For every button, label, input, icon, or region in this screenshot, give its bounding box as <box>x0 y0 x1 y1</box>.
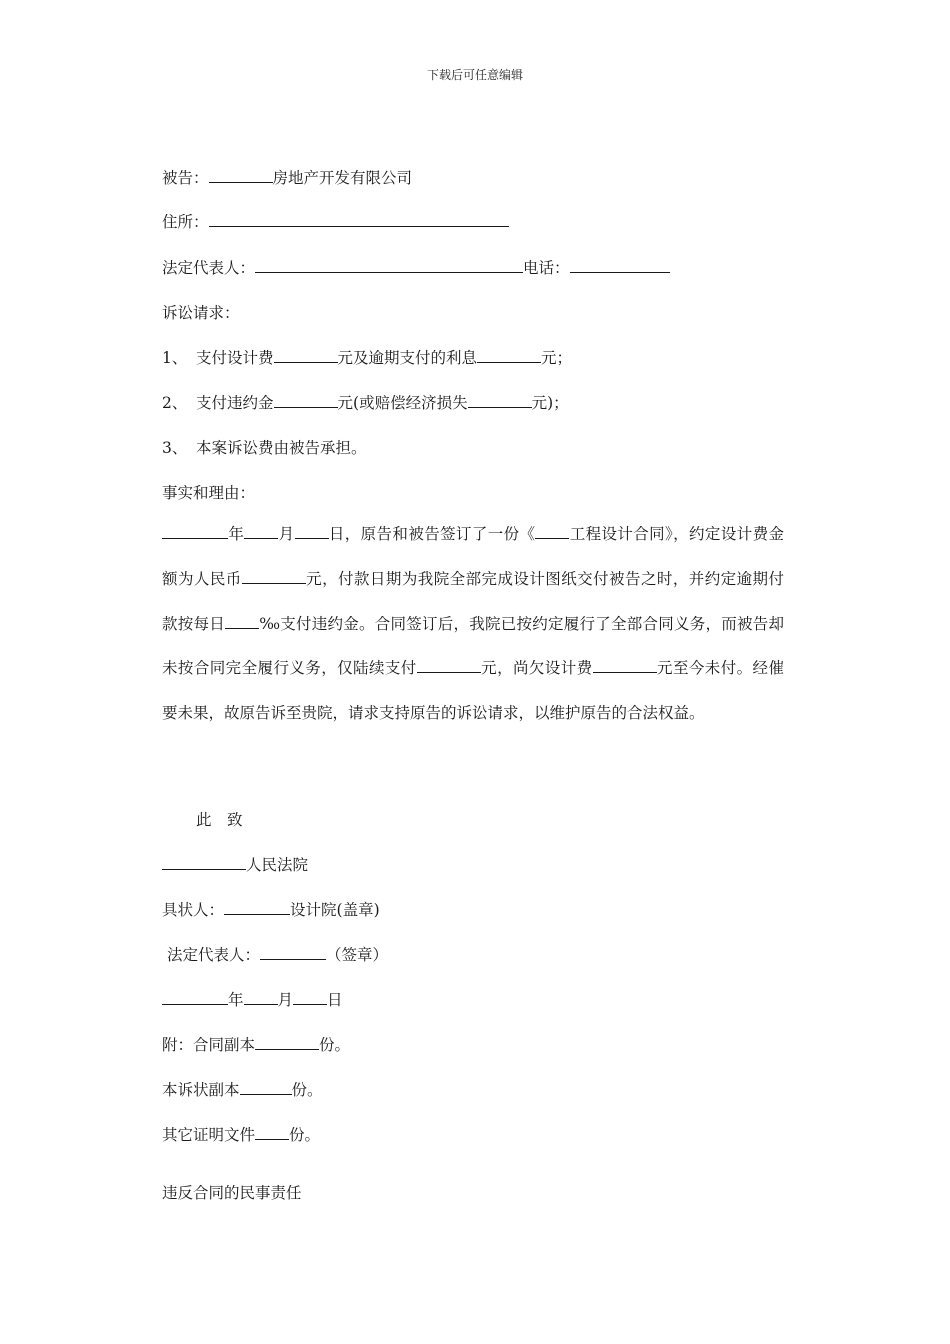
facts-text: 元至今未付。经催要未果，故原告诉至贵院，请求支持原告的诉讼请求，以维护原告的合法权益。 <box>162 659 784 723</box>
facts-text: 元，尚欠设计费 <box>480 659 593 678</box>
blank <box>570 258 670 273</box>
attachment-text: 附：合同副本 <box>162 1036 256 1054</box>
blank <box>244 524 278 539</box>
blank <box>242 569 306 584</box>
plaintiff-suffix: 设计院(盖章) <box>290 901 380 919</box>
signer-suffix: （签章） <box>326 946 389 964</box>
facts-text: 工程设计合同》，约定设计费金额为人民币 <box>162 525 784 588</box>
facts-text: 元，付款日期为我院全部完成设计图纸交付被告之时，并约定逾期付款按每日 <box>162 569 784 633</box>
attachment-text: 份。 <box>289 1126 321 1144</box>
claim-number: 3、 <box>162 439 188 457</box>
blank <box>162 524 228 539</box>
blank <box>209 168 273 183</box>
claim-number: 1、 <box>162 349 188 367</box>
claim-2 <box>162 392 569 414</box>
claim-text: 支付违约金 <box>196 394 274 412</box>
address-label: 住所： <box>162 213 209 231</box>
attachment-text: 本诉状副本 <box>162 1081 240 1099</box>
claims-title: 诉讼请求： <box>162 304 240 322</box>
closing: 此 致 <box>196 811 243 829</box>
facts-paragraph <box>162 512 784 736</box>
facts-text: 月 <box>278 525 295 543</box>
footer-heading: 违反合同的民事责任 <box>162 1184 302 1202</box>
claim-text: 元)； <box>531 394 569 412</box>
claim-text: 元及逾期支付的利息 <box>337 349 478 367</box>
attachment-text: 份。 <box>319 1036 351 1054</box>
blank <box>417 658 481 673</box>
legal-rep-line <box>162 257 670 279</box>
blank <box>274 348 338 363</box>
plaintiff-line <box>162 899 380 921</box>
attachment-1 <box>162 1034 350 1056</box>
claim-number: 2、 <box>162 394 188 412</box>
blank <box>260 945 326 960</box>
attachment-text: 份。 <box>291 1081 323 1099</box>
attachment-2 <box>162 1079 323 1101</box>
blank <box>477 348 541 363</box>
blank <box>295 524 329 539</box>
court-text: 人民法院 <box>246 856 309 874</box>
phone-label: 电话： <box>523 259 570 277</box>
claim-text: 元(或赔偿经济损失 <box>337 394 468 412</box>
attachment-text: 其它证明文件 <box>162 1126 256 1144</box>
signer-line <box>167 944 388 966</box>
defendant-line <box>162 167 412 189</box>
facts-text: 年 <box>228 525 245 543</box>
blank <box>225 614 259 629</box>
claim-text: 本案诉讼费由被告承担。 <box>196 439 367 457</box>
blank <box>593 658 657 673</box>
claim-text: 元； <box>541 349 573 367</box>
blank <box>274 393 338 408</box>
legal-rep-label: 法定代表人： <box>162 259 256 277</box>
facts-title: 事实和理由： <box>162 484 256 502</box>
blank <box>240 1080 292 1095</box>
signer-label: 法定代表人： <box>167 946 261 964</box>
blank <box>162 855 246 870</box>
court-line <box>162 854 308 876</box>
blank <box>535 524 569 539</box>
blank <box>255 258 523 273</box>
blank <box>255 1035 319 1050</box>
blank <box>244 990 278 1005</box>
blank <box>468 393 532 408</box>
facts-text: ‰支付违约金。合同签订后，我院已按约定履行了全部合同义务，而被告却未按合同完全履行义务，仅陆续支付 <box>162 614 784 678</box>
address-line <box>162 211 509 233</box>
blank <box>255 1125 289 1140</box>
blank <box>293 990 327 1005</box>
blank <box>162 990 228 1005</box>
date-month: 月 <box>277 991 294 1009</box>
facts-text: 日，原告和被告签订了一份《 <box>328 525 536 543</box>
defendant-suffix: 房地产开发有限公司 <box>272 169 413 187</box>
date-year: 年 <box>228 991 244 1009</box>
claim-text: 支付设计费 <box>196 349 274 367</box>
blank <box>224 900 290 915</box>
claim-1 <box>162 347 572 369</box>
plaintiff-label: 具状人： <box>162 901 225 919</box>
defendant-label: 被告： <box>162 169 209 187</box>
date-line <box>162 989 343 1011</box>
blank <box>209 212 509 227</box>
claim-3 <box>162 437 367 459</box>
attachment-3 <box>162 1124 320 1146</box>
page-header: 下载后可任意编辑 <box>426 68 523 82</box>
date-day: 日 <box>327 991 343 1009</box>
